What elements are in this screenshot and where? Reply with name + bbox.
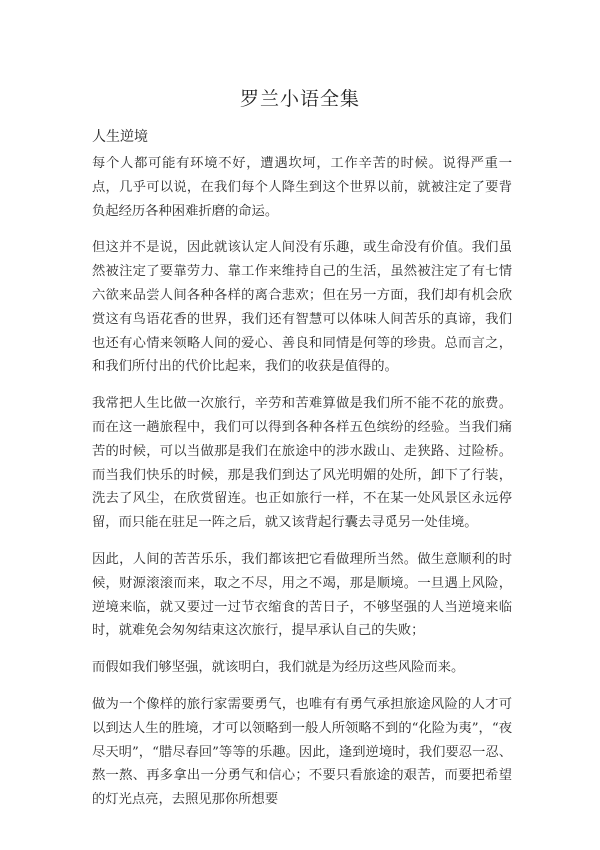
paragraph: 而假如我们够坚强，就该明白，我们就是为经历这些风险而来。 (92, 660, 465, 676)
paragraph: 我常把人生比做一次旅行，辛劳和苦难算做是我们所不能不花的旅费。而在这一趟旅程中，我们可以得到各种各样五色缤纷的经验。当我们痛苦的时候，可以当做那是我们在旅途中的涉水跋山、走狭路、过险桥。而当我们快乐的时候，那是我们到达了风光明媚的处所，卸下了行装，洗去了风尘，在欣赏留连。也正如旅行一样，不在某一处风景区永远停留，而只能在驻足一阵之后，就又该背起行囊去寻觅另一处佳境。 (92, 396, 512, 531)
paragraph: 但这并不是说，因此就该认定人间没有乐趣，或生命没有价值。我们虽然被注定了要靠劳力、靠工作来维持自己的生活，虽然被注定了有七情六欲来品尝人间各种各样的离合悲欢；但在另一方面，我们却有机会欣赏这有鸟语花香的世界，我们还有智慧可以体味人间苦乐的真谛，我们也还有心情来领略人间的爱心、善良和同情是何等的珍贵。总而言之，和我们所付出的代价比起来，我们的收获是值得的。 (92, 240, 512, 375)
page-title: 罗兰小语全集 (239, 88, 360, 110)
paragraph: 做为一个像样的旅行家需要勇气，也唯有有勇气承担旅途风险的人才可以到达人生的胜境，才可以领略到一般人所领略不到的“化险为夷”，“夜尽天明”，“腊尽春回”等等的乐趣。因此，逢到逆境时，我们要忍一忍、熬一熬、再多拿出一分勇气和信心；不要只看旅途的艰苦，而要把希望的灯光点亮，去照见那你所想要 (92, 696, 512, 808)
article-body (92, 152, 512, 825)
paragraph: 每个人都可能有环境不好，遭遇坎坷，工作辛苦的时候。说得严重一点，几乎可以说，在我们每个人降生到这个世界以前，就被注定了要背负起经历各种困难折磨的命运。 (92, 156, 512, 219)
paragraph: 因此，人间的苦苦乐乐，我们都该把它看做理所当然。做生意顺利的时候，财源滚滚而来，取之不尽，用之不竭，那是顺境。一旦遇上风险，逆境来临，就又要过一过节衣缩食的苦日子，不够坚强的人当逆境来临时，就难免会匆匆结束这次旅行，提早承认自己的失败； (92, 551, 512, 639)
section-heading: 人生逆境 (92, 129, 148, 145)
